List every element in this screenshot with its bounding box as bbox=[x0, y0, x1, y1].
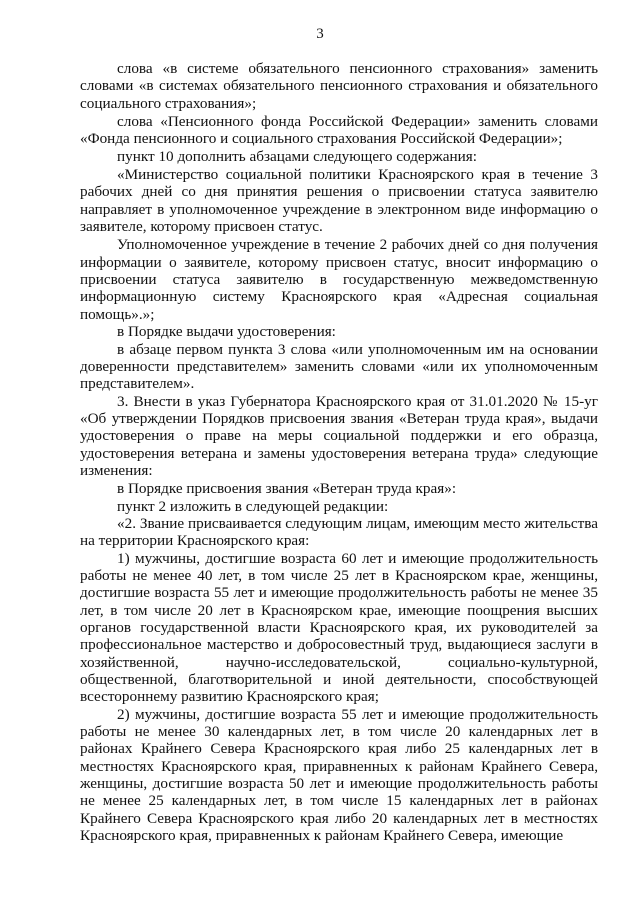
page-number: 3 bbox=[316, 26, 324, 42]
paragraph-3: пункт 10 дополнить абзацами следующего содержания: bbox=[117, 147, 477, 165]
paragraph-5: Уполномоченное учреждение в течение 2 рабочих дней со дня получения информации о заявителе, которому присвоен статус, вносит информацию о присвоении статуса заявителю в государственную межведомственную информационную систему Красноярского края «Адресная социальная помощь».»; bbox=[80, 236, 598, 323]
paragraph-6: в Порядке выдачи удостоверения: bbox=[117, 323, 336, 341]
paragraph-11: «2. Звание присваивается следующим лицам, имеющим место жительства на территории Красноярского края: bbox=[80, 514, 598, 550]
paragraph-7: в абзаце первом пункта 3 слова «или уполномоченным им на основании доверенности представителем» заменить словами «или их уполномоченным представителем». bbox=[80, 340, 598, 393]
document-body bbox=[80, 60, 598, 844]
paragraph-4: «Министерство социальной политики Красноярского края в течение 3 рабочих дней со дня принятия решения о присвоении статуса заявителю направляет в уполномоченное учреждение в электронном виде информацию о заявителе, которому присвоен статус. bbox=[80, 166, 598, 236]
paragraph-1: слова «в системе обязательного пенсионного страхования» заменить словами «в системах обязательного пенсионного страхования и обязательного социального страхования»; bbox=[80, 60, 598, 112]
paragraph-2: слова «Пенсионного фонда Российской Федерации» заменить словами «Фонда пенсионного и социального страхования Российской Федерации»; bbox=[80, 113, 598, 148]
paragraph-10: пункт 2 изложить в следующей редакции: bbox=[117, 497, 389, 515]
paragraph-12: 1) мужчины, достигшие возраста 60 лет и имеющие продолжительность работы не менее 40 лет, в том числе 25 лет в Красноярском крае, женщины, достигшие возраста 55 лет и имеющие продолжительность работы не менее 35 лет, в том числе 20 лет в Красноярском крае, имеющие поощрения высших органов государственной власти Красноярского края, их руководителей за профессиональное мастерство и добросовестный труд, выдающиеся заслуги в хозяйственной, научно-исследовательской, социально-культурной, общественной, благотворительной и иной деятельности, способствующей всестороннему развитию Красноярского края; bbox=[80, 549, 598, 706]
paragraph-13: 2) мужчины, достигшие возраста 55 лет и имеющие продолжительность работы не менее 30 календарных лет, в том числе 20 календарных лет в районах Крайнего Севера Красноярского края либо 25 календарных лет в местностях Красноярского края, приравненных к районам Крайнего Севера, женщины, достигшие возраста 50 лет и имеющие продолжительность работы не менее 25 календарных лет, в том числе 15 календарных лет в районах Крайнего Севера Красноярского края либо 20 календарных лет в местностях Красноярского края, приравненных к районам Крайнего Севера, имеющие bbox=[80, 705, 598, 845]
paragraph-8: 3. Внести в указ Губернатора Красноярского края от 31.01.2020 № 15-уг «Об утверждении Порядков присвоения звания «Ветеран труда края», выдачи удостоверения о праве на меры социальной поддержки и его образца, удостоверения ветерана и замены удостоверения ветерана труда» следующие изменения: bbox=[80, 392, 598, 479]
paragraph-9: в Порядке присвоения звания «Ветеран труда края»: bbox=[117, 480, 457, 498]
